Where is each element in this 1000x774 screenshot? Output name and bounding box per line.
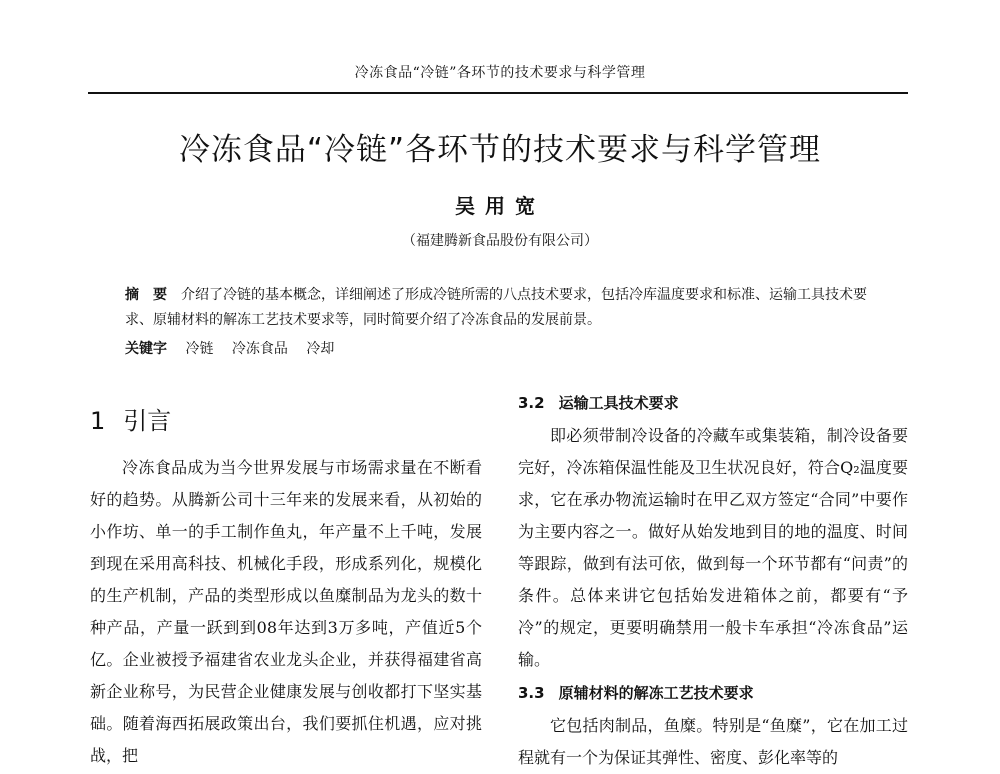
keyword-item: 冷却 <box>306 341 335 357</box>
running-head: 冷冻食品“冷链”各环节的技术要求与科学管理 <box>354 65 646 81</box>
right-column <box>518 420 908 774</box>
subsection-title: 运输工具技术要求 <box>558 394 679 412</box>
subsection-number: 3.3 <box>518 684 545 702</box>
section-1-heading <box>90 401 171 436</box>
keywords-label: 关键字 <box>125 341 167 357</box>
left-column <box>90 452 482 772</box>
section-3-3-paragraph: 它包括肉制品，鱼糜。特别是“鱼糜”，它在加工过程就有一个为保证其弹性、密度、彭化率等的 <box>518 716 908 767</box>
author-affiliation: （福建腾新食品股份有限公司） <box>402 233 598 249</box>
abstract <box>125 283 883 333</box>
subsection-title: 原辅材料的解冻工艺技术要求 <box>558 684 754 702</box>
abstract-label: 摘 要 <box>125 287 167 303</box>
keyword-item: 冷链 <box>185 341 214 357</box>
author-name: 吴用宽 <box>455 194 545 218</box>
section-3-2-paragraph: 即必须带制冷设备的冷藏车或集装箱，制冷设备要完好，冷冻箱保温性能及卫生状况良好，符合Q₂温度要求，它在承办物流运输时在甲乙双方签定“合同”中要作为主要内容之一。做好从始发地到目的地的温度、时间等跟踪，做到有法可依，做到每一个环节都有“问责”的条件。总体来讲它包括始发进箱体之前，都要有“予冷”的规定，更要明确禁用一般卡车承担“冷冻食品”运输。 <box>518 426 908 669</box>
header-rule <box>88 92 908 94</box>
section-3-3-heading <box>518 676 908 710</box>
section-number: 1 <box>90 407 106 435</box>
section-1-paragraph: 冷冻食品成为当今世界发展与市场需求量在不断看好的趋势。从腾新公司十三年来的发展来看，从初始的小作坊、单一的手工制作鱼丸，年产量不上千吨，发展到现在采用高科技、机械化手段，形成系列化，规模化的生产机制，产品的类型形成以鱼糜制品为龙头的数十种产品，产量一跃到到08年达到3万多吨，产值近5个亿。企业被授予福建省农业龙头企业，并获得福建省高新企业称号，为民营企业健康发展与创收都打下坚实基础。随着海西拓展政策出台，我们要抓住机遇，应对挑战，把 <box>90 458 482 765</box>
subsection-number: 3.2 <box>518 394 545 412</box>
keyword-item: 冷冻食品 <box>231 341 288 357</box>
keywords <box>125 338 883 358</box>
section-3-2-heading <box>518 392 679 413</box>
paper-title: 冷冻食品“冷链”各环节的技术要求与科学管理 <box>178 132 822 168</box>
section-title: 引言 <box>123 407 172 435</box>
abstract-text: 介绍了冷链的基本概念，详细阐述了形成冷链所需的八点技术要求，包括冷库温度要求和标准、运输工具技术要求、原辅材料的解冻工艺技术要求等，同时简要介绍了冷冻食品的发展前景。 <box>125 287 867 328</box>
